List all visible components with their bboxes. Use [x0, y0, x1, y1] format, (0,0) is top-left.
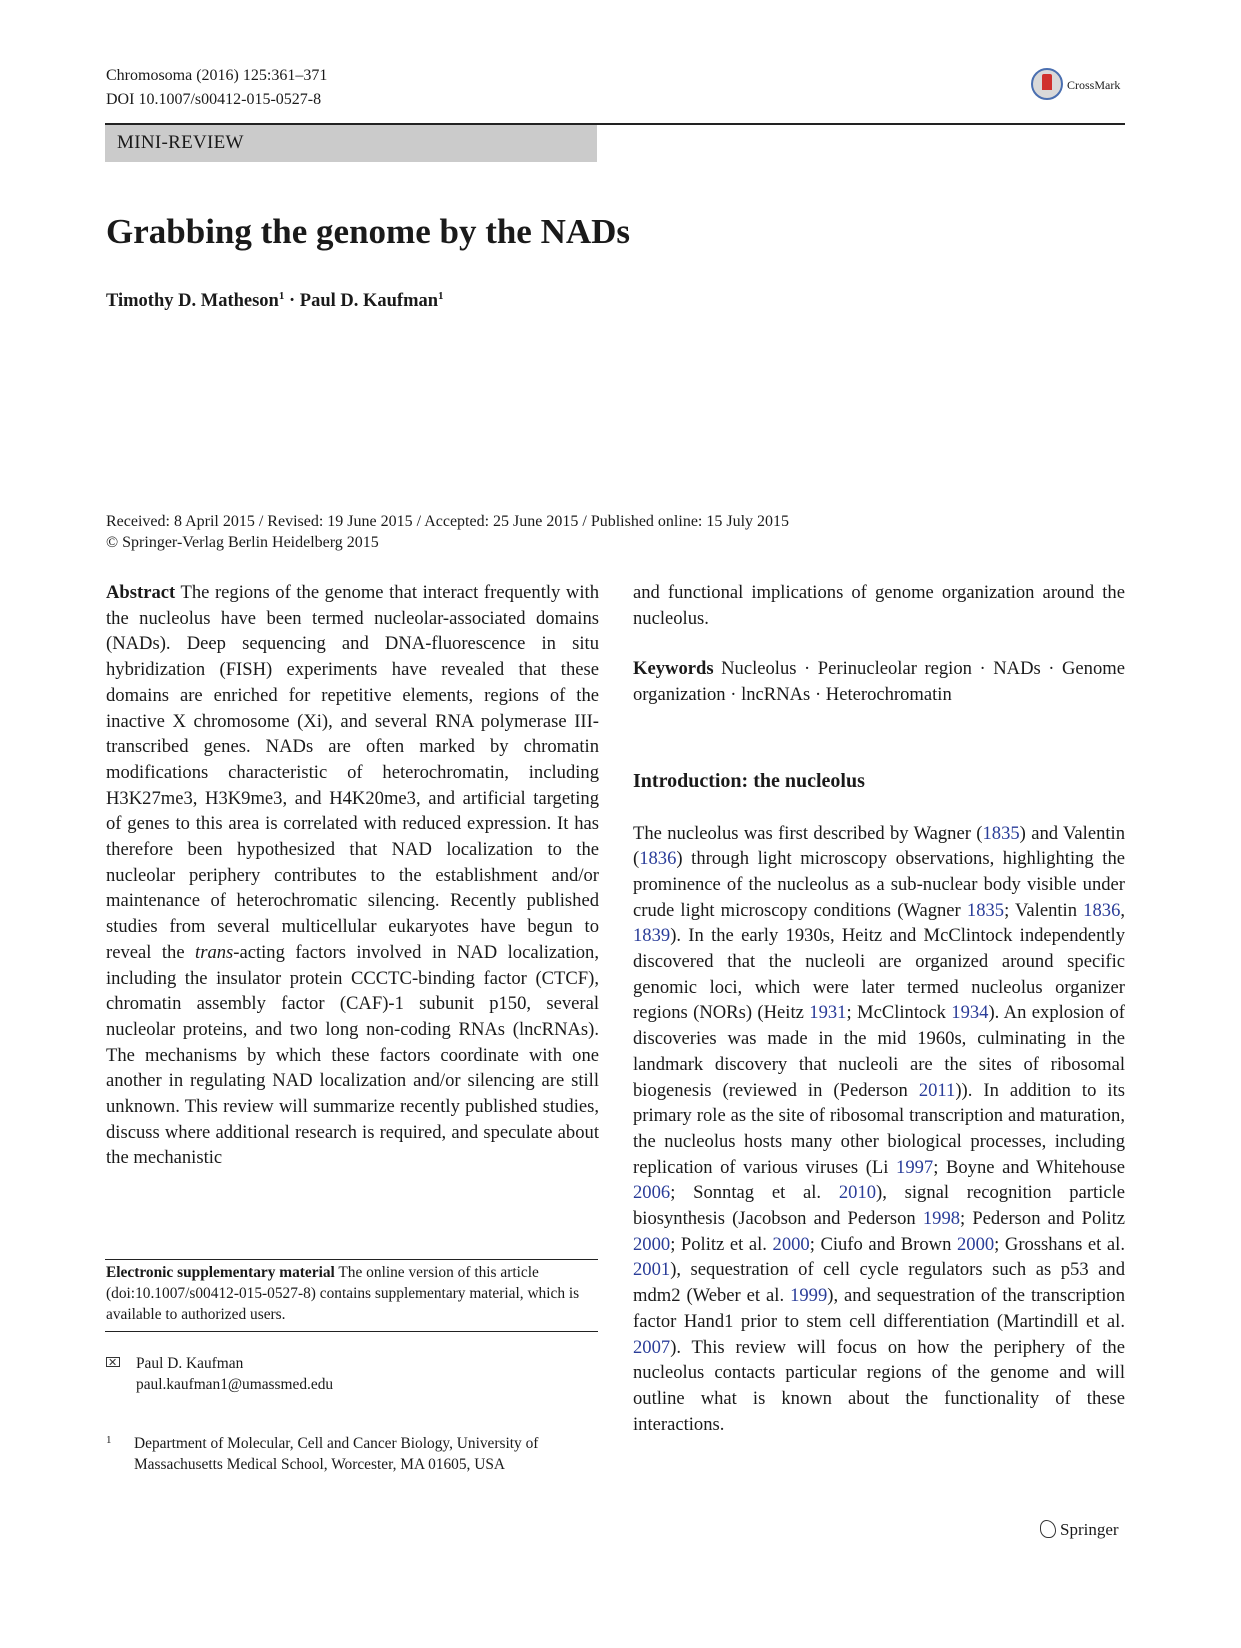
intro-text: ; Valentin	[1004, 899, 1084, 921]
reference-link[interactable]: 1999	[790, 1285, 828, 1307]
intro-text: )). In addition to its primary role as the site of ribosomal transcription and maturation, the nucleolus hosts many other biological processes, including replication of various viruses (Li	[633, 1079, 1125, 1178]
crossmark-label: CrossMark	[1067, 78, 1121, 92]
contact-email[interactable]: paul.kaufman1@umassmed.edu	[136, 1376, 334, 1393]
abstract-label: Abstract	[106, 582, 176, 603]
intro-text: ; McClintock	[846, 1002, 952, 1024]
reference-link[interactable]: 2001	[633, 1259, 671, 1281]
intro-text: ), sequestration of cell cycle regulators such as p53 and mdm2 (Weber et al.	[633, 1259, 1125, 1307]
history-dates: Received: 8 April 2015 / Revised: 19 June 2015 / Accepted: 25 June 2015 / Published online: 15 July 2015	[106, 513, 790, 530]
article-type-band	[105, 125, 597, 162]
footnote-rule	[105, 1259, 598, 1260]
reference-link[interactable]: 2000	[633, 1233, 671, 1255]
intro-text: ) through light microscopy observations, highlighting the prominence of the nucleolus as a sub-nuclear body visible under crude light microscopy conditions (Wagner	[633, 848, 1125, 921]
abstract-paragraph	[106, 580, 599, 1171]
affiliation-line: Massachusetts Medical School, Worcester, MA 01605, USA	[134, 1456, 506, 1473]
intro-text: ; Ciufo and Brown	[809, 1233, 957, 1255]
reference-link[interactable]: 1934	[951, 1002, 989, 1024]
article-type: MINI-REVIEW	[117, 132, 244, 153]
intro-text: ). An explosion of discoveries was made in the mid 1960s, culminating in the landmark discovery that nucleoli are the sites of ribosomal biogenesis (reviewed in (Pederson	[633, 1002, 1125, 1101]
supplementary-note	[106, 1262, 599, 1325]
abstract-column	[106, 580, 599, 1171]
springer-horse-icon	[1040, 1520, 1056, 1538]
reference-link[interactable]: 1835	[982, 822, 1020, 844]
reference-link[interactable]: 1839	[633, 925, 671, 947]
envelope-icon	[106, 1357, 120, 1367]
doi-line: DOI 10.1007/s00412-015-0527-8	[106, 91, 322, 108]
reference-link[interactable]: 1931	[809, 1002, 847, 1024]
affiliation-marker: 1	[278, 290, 285, 302]
reference-link[interactable]: 1836	[1083, 899, 1121, 921]
intro-text: ,	[1120, 899, 1126, 921]
reference-link[interactable]: 1836	[639, 848, 677, 870]
affiliation-line: Department of Molecular, Cell and Cancer Biology, University of	[134, 1435, 539, 1452]
affiliation-number: 1	[106, 1434, 112, 1446]
reference-link[interactable]: 2007	[633, 1336, 671, 1358]
reference-link[interactable]: 2011	[918, 1079, 956, 1101]
keywords-text: Nucleolus · Perinucleolar region · NADs · Genome organization · lncRNAs · Heterochromatin	[633, 658, 1125, 706]
supplementary-text: The online version of this article (doi:10.1007/s00412-015-0527-8) contains supplementary material, which is available to authorized users.	[106, 1264, 580, 1323]
abstract-text: -acting factors involved in NAD localization, including the insulator protein CCCTC-binding factor (CTCF), chromatin assembly factor (CAF)-1 subunit p150, several nucleolar proteins, and two long non-coding RNAs (lncRNAs). The mechanisms by which these factors coordinate with one another in regulating NAD localization and/or silencing are still unknown. This review will summarize recently published studies, discuss where additional research is required, and speculate about the mechanistic	[106, 941, 599, 1169]
affiliation-marker: 1	[438, 290, 444, 302]
intro-text: ; Politz et al.	[670, 1233, 773, 1255]
intro-text: ; Sonntag et al.	[670, 1182, 839, 1204]
section-heading: Introduction: the nucleolus	[633, 769, 865, 792]
copyright-line: © Springer-Verlag Berlin Heidelberg 2015	[106, 534, 379, 551]
reference-link[interactable]: 2000	[772, 1233, 810, 1255]
author-name: Timothy D. Matheson	[106, 291, 279, 311]
abstract-text: The regions of the genome that interact frequently with the nucleolus have been termed nucleolar-associated domains (NADs). Deep sequencing and DNA-fluorescence in situ hybridization (FISH) experiments have revealed that these domains are enriched for repetitive elements, regions of the inactive X chromosome (Xi), and several RNA polymerase III-transcribed genes. NADs are often marked by chromatin modifications characteristic of heterochromatin, including H3K27me3, H3K9me3, and H4K20me3, and artificial targeting of genes to this area is correlated with reduced expression. It has therefore been hypothesized that NAD localization to the nucleolar periphery contributes to the establishment and/or maintenance of heterochromatic silencing. Recently published studies from several multicellular eukaryotes have begun to reveal the	[106, 582, 599, 963]
supplementary-label: Electronic supplementary material	[106, 1264, 335, 1281]
publication-dates	[106, 511, 789, 553]
crossmark-badge[interactable]	[1031, 68, 1131, 104]
publisher-logo	[1040, 1520, 1119, 1540]
publisher-name: Springer	[1060, 1520, 1119, 1539]
right-column	[633, 580, 1125, 1437]
footnote-rule	[105, 1331, 598, 1332]
article-title: Grabbing the genome by the NADs	[106, 212, 631, 251]
reference-link[interactable]: 1998	[922, 1208, 961, 1230]
reference-link[interactable]: 1835	[966, 899, 1005, 921]
intro-text: ). In the early 1930s, Heitz and McClintock independently discovered that the nucleoli are organized around specific genomic loci, which were later termed nucleolus organizer regions (NORs) (Heitz	[633, 925, 1125, 1024]
intro-text: ; Boyne and Whitehouse	[933, 1156, 1125, 1178]
intro-text: ) and Valentin (	[633, 822, 1126, 870]
keywords-label: Keywords	[633, 658, 714, 680]
abstract-italic-term: trans	[195, 941, 234, 963]
reference-link[interactable]: 1997	[896, 1156, 934, 1178]
reference-link[interactable]: 2006	[633, 1182, 671, 1204]
intro-text: ; Grosshans et al.	[994, 1233, 1125, 1255]
intro-text: ; Pederson and Politz	[960, 1208, 1125, 1230]
intro-paragraph	[633, 821, 1125, 1438]
reference-link[interactable]: 2000	[956, 1233, 995, 1255]
intro-text: ), signal recognition particle biosynthesis (Jacobson and Pederson	[633, 1182, 1125, 1230]
contact-name: Paul D. Kaufman	[136, 1355, 244, 1372]
author-name: Paul D. Kaufman	[299, 291, 439, 311]
reference-link[interactable]: 2010	[838, 1182, 877, 1204]
crossmark-icon	[1031, 68, 1063, 100]
intro-text: The nucleolus was first described by Wagner (	[633, 822, 983, 844]
author-list	[106, 290, 444, 312]
author-separator: ·	[284, 291, 300, 311]
abstract-continuation: and functional implications of genome organization around the nucleolus.	[633, 582, 1125, 629]
intro-text: ), and sequestration of the transcription factor Hand1 prior to stem cell differentiation (Martindill et al.	[633, 1285, 1125, 1332]
journal-citation: Chromosoma (2016) 125:361–371	[106, 67, 328, 84]
keywords-paragraph	[633, 656, 1125, 707]
intro-text: ). This review will focus on how the periphery of the nucleolus contacts particular regions of the genome and will outline what is known about the functionality of these interactions.	[633, 1336, 1125, 1435]
journal-header	[106, 64, 327, 112]
